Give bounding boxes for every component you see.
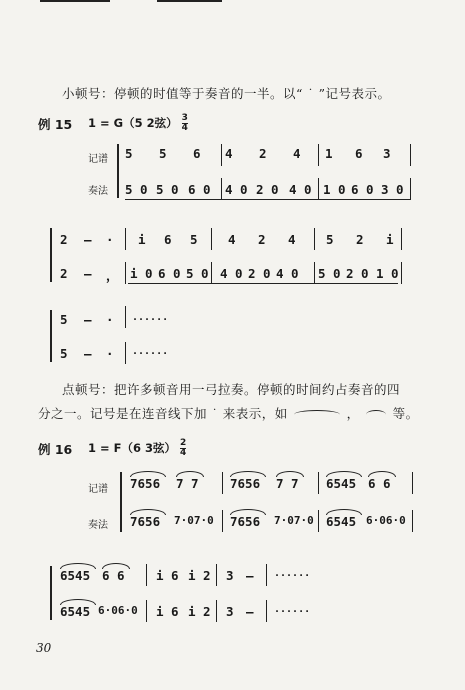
barline (125, 262, 126, 284)
barline (266, 564, 267, 586)
barline (211, 262, 212, 284)
note: i (138, 232, 146, 247)
barline (222, 472, 223, 494)
barline (216, 600, 217, 622)
note: 4 0 (220, 266, 243, 281)
barline (266, 600, 267, 622)
note: 5 (60, 312, 68, 327)
barline (211, 228, 212, 250)
barline (410, 178, 411, 200)
paragraph-dotted-stop-tail: 等。 (392, 406, 419, 421)
slur (326, 509, 362, 515)
paragraph-small-stop: 小顿号：停顿的时值等于奏音的一半。以“ ˙ ”记号表示。 (62, 86, 391, 101)
slur (230, 509, 266, 515)
barline (318, 178, 319, 200)
note: 1 0 (376, 266, 399, 281)
slur (276, 471, 304, 477)
note-group: 6 6 (102, 568, 125, 583)
example-15-time-signature (182, 114, 188, 133)
paragraph-dotted-stop-line2: 分之一。记号是在连音线下加 ˙ 来表示，如 ， 等。 (38, 406, 419, 421)
note: 4 0 (225, 182, 248, 197)
note-group: 6545 (60, 604, 91, 619)
note: 6 0 (188, 182, 211, 197)
barline (314, 228, 315, 250)
ellipsis: ...... (274, 568, 311, 579)
note: 5 (125, 146, 133, 161)
slur (326, 471, 362, 477)
page-number: 30 (36, 641, 52, 655)
note: 2 0 (256, 182, 279, 197)
example-15-label: 例 15 (38, 117, 73, 132)
example-16-key (88, 439, 186, 458)
note: 6 0 (158, 266, 181, 281)
note-group: i 6 (156, 604, 179, 619)
note: i (386, 232, 394, 247)
note-group: 6545 (326, 476, 357, 491)
barline (125, 228, 126, 250)
barline (401, 228, 402, 250)
ellipsis: ...... (132, 346, 169, 357)
note: 5 0 (156, 182, 179, 197)
note: 5 0 (125, 182, 148, 197)
dash: — (246, 604, 254, 619)
note-group: 6545 (60, 568, 91, 583)
example-15-key (88, 114, 188, 133)
note-group: 7656 (230, 476, 261, 491)
ellipsis: ...... (274, 604, 311, 615)
row-label-performance: 奏法 (88, 186, 108, 197)
note: 3 (226, 568, 234, 583)
paragraph-dotted-stop-line2-text: 分之一。记号是在连音线下加 ˙ 来表示，如 (38, 406, 288, 421)
note: 5 (60, 346, 68, 361)
note: 2 0 (346, 266, 369, 281)
note-group: 7656 (230, 514, 261, 529)
stop-mark: · (106, 346, 114, 361)
top-rule-left (40, 0, 110, 2)
note: 5 0 (186, 266, 209, 281)
note-group: i 2 (188, 568, 211, 583)
note: 2 (356, 232, 364, 247)
barline (125, 342, 126, 364)
time-bottom: 4 (181, 123, 188, 133)
note: 4 0 (276, 266, 299, 281)
slur (102, 563, 130, 569)
note-group: 7·07·0 (274, 514, 314, 527)
system-brace (50, 310, 52, 362)
row-label-performance: 奏法 (88, 520, 108, 531)
dash: — (84, 232, 92, 247)
stop-mark: ， (106, 268, 119, 283)
note-group: 7·07·0 (174, 514, 214, 527)
note-group: 6·06·0 (98, 604, 138, 617)
slur (368, 471, 396, 477)
stop-mark: · (106, 232, 114, 247)
note: 4 0 (289, 182, 312, 197)
dash: — (246, 568, 254, 583)
underline (125, 199, 410, 200)
note: 3 0 (381, 182, 404, 197)
note-group: 7656 (130, 476, 161, 491)
note: 2 (60, 232, 68, 247)
note: 5 (326, 232, 334, 247)
row-label-notation: 记谱 (88, 484, 108, 495)
note-group: 6·06·0 (366, 514, 406, 527)
note: 2 (258, 232, 266, 247)
note-group: 7 7 (276, 476, 299, 491)
dash: — (84, 346, 92, 361)
note: 5 (159, 146, 167, 161)
note-group: i 2 (188, 604, 211, 619)
note: 1 (325, 146, 333, 161)
note-group: 6 6 (368, 476, 391, 491)
note: 6 (355, 146, 363, 161)
barline (146, 600, 147, 622)
slur (130, 509, 166, 515)
barline (221, 178, 222, 200)
note: 4 (288, 232, 296, 247)
barline (222, 510, 223, 532)
barline (401, 262, 402, 284)
top-rule-right (157, 0, 222, 2)
dash: — (84, 312, 92, 327)
example-15-key-text: 1 = G（5 2弦） (88, 116, 178, 130)
row-label-notation: 记谱 (88, 154, 108, 165)
note: 2 0 (248, 266, 271, 281)
time-bottom: 4 (180, 448, 187, 458)
barline (314, 262, 315, 284)
note: 2 (259, 146, 267, 161)
barline (412, 510, 413, 532)
underline (128, 283, 398, 284)
note: 4 (293, 146, 301, 161)
system-brace (117, 144, 119, 198)
barline (318, 510, 319, 532)
note: 6 (164, 232, 172, 247)
dash: — (84, 266, 92, 281)
note: 6 (193, 146, 201, 161)
barline (221, 144, 222, 166)
note: 2 (60, 266, 68, 281)
barline (410, 144, 411, 166)
note: 5 0 (318, 266, 341, 281)
slur-example-symbol (294, 410, 340, 419)
example-16-label: 例 16 (38, 442, 73, 457)
barline (146, 564, 147, 586)
barline (318, 472, 319, 494)
note: 3 (383, 146, 391, 161)
time-top: 2 (180, 438, 187, 448)
slur (60, 599, 96, 605)
system-brace (50, 228, 52, 282)
ellipsis: ...... (132, 312, 169, 323)
note: 1 0 (323, 182, 346, 197)
note-group: 7 7 (176, 476, 199, 491)
note: i 0 (130, 266, 153, 281)
slur (176, 471, 204, 477)
note-group: i 6 (156, 568, 179, 583)
note-group: 7656 (130, 514, 161, 529)
note: 4 (228, 232, 236, 247)
example-16-key-text: 1 = F（6 3弦） (88, 441, 177, 455)
example-16-time-signature (180, 439, 186, 458)
note: 5 (190, 232, 198, 247)
slur (60, 563, 96, 569)
barline (216, 564, 217, 586)
slur (130, 471, 166, 477)
note: 6 0 (351, 182, 374, 197)
stop-mark: · (106, 312, 114, 327)
note-group: 6545 (326, 514, 357, 529)
note: 3 (226, 604, 234, 619)
note: 4 (225, 146, 233, 161)
slur-example-symbol-short (366, 410, 386, 419)
time-top: 3 (181, 113, 188, 123)
slur (230, 471, 266, 477)
barline (125, 306, 126, 328)
paragraph-dotted-stop-line1: 点顿号：把许多顿音用一弓拉奏。停顿的时间约占奏音的四 (62, 382, 401, 397)
system-brace (50, 566, 52, 620)
barline (318, 144, 319, 166)
barline (412, 472, 413, 494)
system-brace (120, 472, 122, 532)
